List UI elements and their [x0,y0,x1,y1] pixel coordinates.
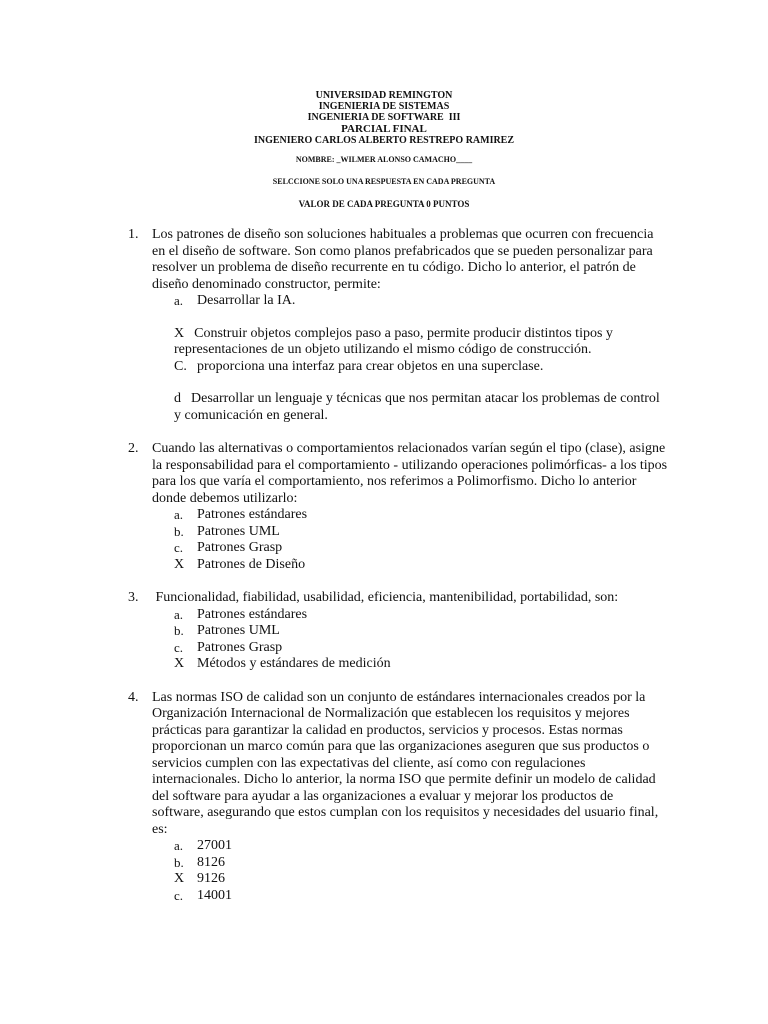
option-text: Patrones Grasp [197,639,283,655]
option-text: Desarrollar un lenguaje y técnicas que nos permitan atacar los problemas de control y comunicación en general. [174,391,660,423]
question-2 [128,441,668,573]
option-letter: a. [174,507,184,522]
selected-mark: X [174,656,185,671]
option-letter: b. [174,854,184,870]
option-letter: c. [174,639,184,655]
selected-mark: X [174,871,185,886]
option-b [174,623,668,640]
option-text: Patrones estándares [197,606,308,622]
course-name: INGENIERIA DE SOFTWARE III [307,112,461,123]
option-letter: a. [174,838,184,853]
option-text: Desarrollar la IA. [197,293,296,308]
option-letter: d [174,391,181,406]
option-letter: c. [174,887,184,903]
option-a [174,838,668,855]
program-name: INGENIERIA DE SISTEMAS [318,101,450,112]
option-c [174,640,668,657]
option-b [174,524,668,541]
option-b [174,855,668,872]
question-3 [128,590,668,673]
option-text: Patrones estándares [197,507,308,522]
instructions: SELCCIONE SOLO UNA RESPUESTA EN CADA PREGUNTA [272,177,496,186]
option-letter: c. [174,540,184,555]
option-letter: C. [174,358,187,374]
option-a [174,293,668,310]
selected-mark: X [174,556,185,572]
question-number: 1. [128,227,139,242]
option-letter: a. [174,293,184,308]
question-text: Las normas ISO de calidad son un conjunto de estándares internacionales creados por la Organización Internacional de Normalización que establecen los requisitos y mejores prácticas para garantizar la calidad en productos, servicios y procesos. Estas normas proporcionan un marco común para que las organizaciones aseguren que sus productos o servicios cumplen con las expectativas del cliente, así como con regulaciones internacionales. Dicho lo anterior, la norma ISO que permite definir un modelo de calidad del software para ayudar a las organizaciones a evaluar y mejorar los productos de software, asegurando que estos cumplan con los requisitos y necesidades del usuario final, es: [152,689,659,837]
question-list [128,227,668,904]
option-text: proporciona una interfaz para crear objetos en una superclase. [197,358,544,374]
question-number: 4. [128,689,139,705]
question-value: VALOR DE CADA PREGUNTA 0 PUNTOS [298,199,470,209]
option-list [152,838,668,904]
option-text: 14001 [197,887,232,903]
option-letter: b. [174,623,184,638]
option-c [174,888,668,905]
option-list [152,293,668,424]
university-name: UNIVERSIDAD REMINGTON [315,90,453,101]
option-text: Patrones UML [197,623,280,638]
option-text: 9126 [197,871,225,886]
option-letter: a. [174,606,184,622]
question-number: 3. [128,590,139,605]
student-name: NOMBRE: _WILMER ALONSO CAMACHO____ [295,155,473,164]
option-selected [174,557,668,574]
question-text: Los patrones de diseño son soluciones habituales a problemas que ocurren con frecuencia en el diseño de software. Son como planos prefabricados que se pueden personalizar para resolver un problema de diseño recurrente en tu código. Dicho lo anterior, el patrón de diseño denominado constructor, permite: [152,227,654,292]
option-selected [174,326,668,359]
option-c [174,540,668,557]
question-text: Cuando las alternativas o comportamientos relacionados varían según el tipo (clase), asigne la responsabilidad para el comportamiento - utilizando operaciones polimórficas- a los tipos para los que varía el comportamiento, nos referimos a Polimorfismo. Dicho lo anterior donde debemos utilizarlo: [152,441,668,506]
option-c [174,359,668,376]
question-4 [128,690,668,905]
option-list [152,507,668,573]
option-text: Patrones UML [197,523,280,539]
option-letter: b. [174,523,184,539]
question-1 [128,227,668,424]
question-number: 2. [128,441,139,456]
option-d [174,391,668,424]
teacher-name: INGENIERO CARLOS ALBERTO RESTREPO RAMIREZ [253,135,515,146]
option-text: Métodos y estándares de medición [197,656,391,671]
option-text: Patrones Grasp [197,540,283,555]
option-text: 27001 [197,838,232,853]
option-a [174,507,668,524]
option-text: 8126 [197,854,225,870]
selected-mark: X [174,325,185,341]
option-a [174,607,668,624]
document-header [0,90,768,209]
option-selected [174,656,668,673]
exam-title: PARCIAL FINAL [341,123,427,135]
option-list [152,607,668,673]
question-text: Funcionalidad, fiabilidad, usabilidad, eficiencia, mantenibilidad, portabilidad, son: [152,590,619,605]
option-text: Patrones de Diseño [197,556,306,572]
option-selected [174,871,668,888]
option-text: Construir objetos complejos paso a paso, permite producir distintos tipos y representaciones de un objeto utilizando el mismo código de construcción. [174,325,613,357]
